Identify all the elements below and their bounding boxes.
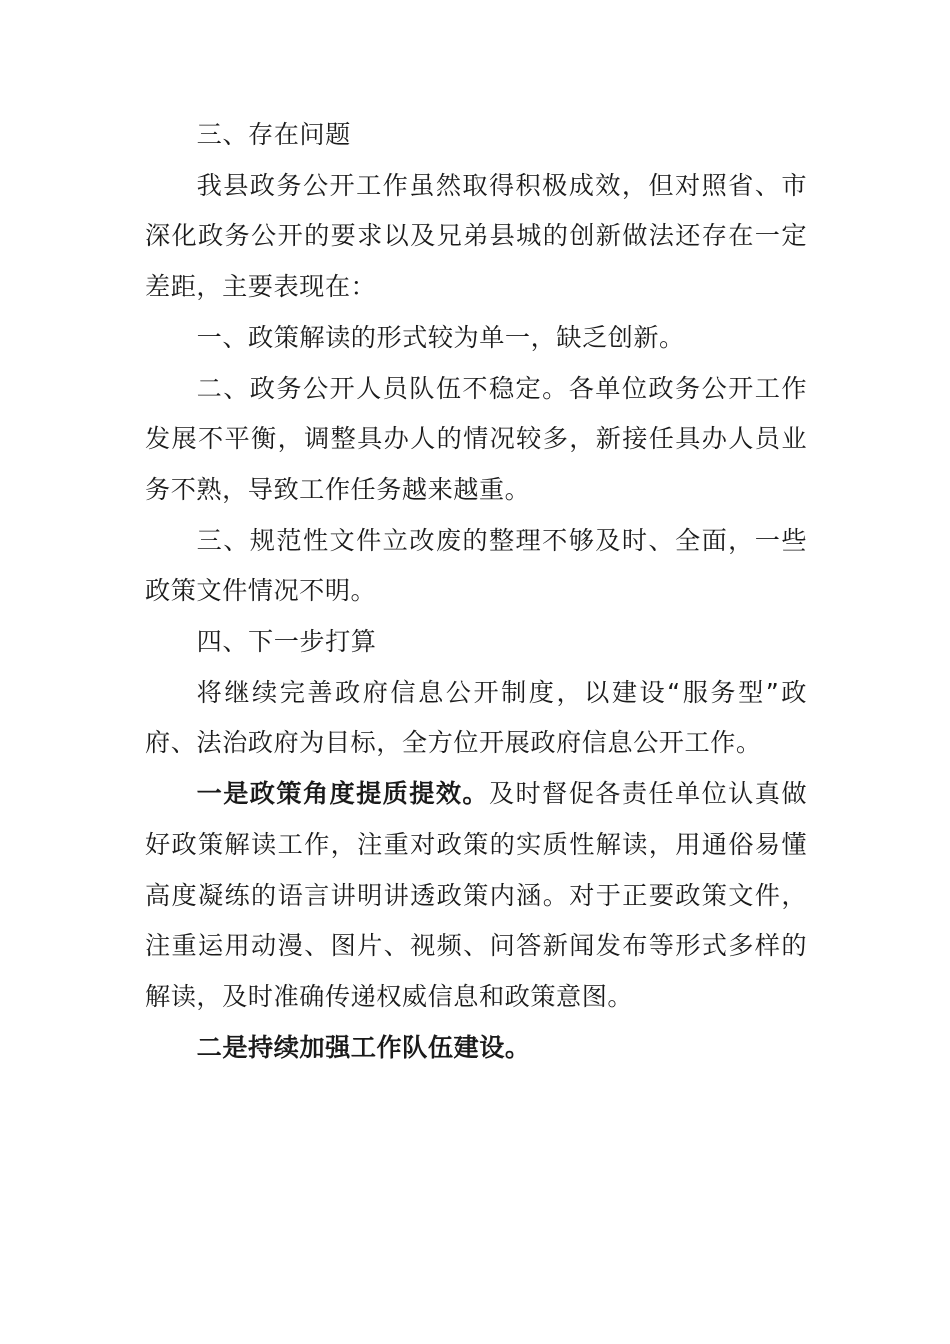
section-heading-next-steps: 四、下一步打算 xyxy=(196,627,377,657)
paragraph-issue-2: 二、政务公开人员队伍不稳定。各单位政务公开工作发展不平衡，调整具办人的情况较多，新接任具办人员业务不熟，导致工作任务越来越重。 xyxy=(145,373,807,504)
section-heading-problems: 三、存在问题 xyxy=(196,120,351,149)
paragraph-plan-1 xyxy=(145,769,807,1023)
plan-1-title: 一是政策角度提质提效。 xyxy=(196,779,489,809)
plan-1-text: 及时督促各责任单位认真做好政策解读工作，注重对政策的实质性解读，用通俗易懂高度凝练的语言讲明讲透政策内涵。对于正要政策文件，注重运用动漫、图片、视频、问答新闻发布等形式多样的解读，及时准确传递权威信息和政策意图。 xyxy=(145,779,808,1011)
paragraph-issue-3: 三、规范性文件立改废的整理不够及时、全面，一些政策文件情况不明。 xyxy=(145,525,807,606)
paragraph-issue-1: 一、政策解读的形式较为单一，缺乏创新。 xyxy=(196,322,685,352)
paragraph-plan-2 xyxy=(145,1023,807,1074)
document-page xyxy=(145,110,807,1073)
paragraph-next-steps-intro: 将继续完善政府信息公开制度，以建设“服务型”政府、法治政府为目标，全方位开展政府信息公开工作。 xyxy=(145,677,807,758)
paragraph-problems-intro: 我县政务公开工作虽然取得积极成效，但对照省、市深化政务公开的要求以及兄弟县城的创新做法还存在一定差距，主要表现在： xyxy=(145,170,807,302)
plan-2-title: 二是持续加强工作队伍建设。 xyxy=(196,1032,531,1062)
